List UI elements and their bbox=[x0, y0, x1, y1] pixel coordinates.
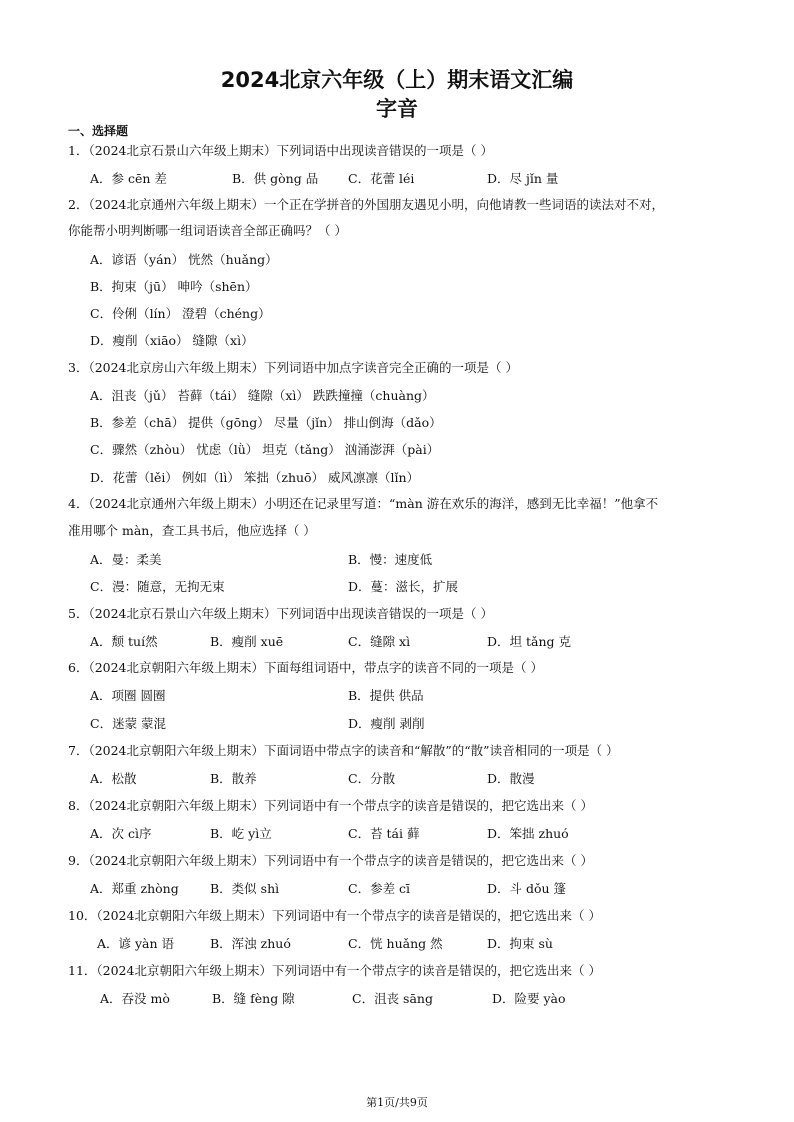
question-7-stem: 7．（2024北京朝阳六年级上期末）下面词语中带点字的读音和“解散”的“散”读音相同的一项是（ ） bbox=[68, 743, 619, 758]
question-9-option: D．斗 dǒu 篷 bbox=[487, 881, 567, 896]
question-4-stem: 准用哪个 màn，查工具书后，他应选择（ ） bbox=[68, 523, 316, 538]
question-11-option: D．险要 yào bbox=[492, 991, 566, 1006]
question-1-option: A．参 cēn 差 bbox=[90, 171, 167, 186]
question-2-option: A．谚语（yán） 恍然（huǎng） bbox=[90, 252, 278, 267]
question-3-option: D．花蕾（lěi） 例如（lì） 笨拙（zhuō） 威风凛凛（lǐn） bbox=[90, 470, 420, 485]
question-2-option: D．瘦削（xiāo） 缝隙（xì） bbox=[90, 333, 254, 348]
question-9-option: B．类似 shì bbox=[210, 881, 280, 896]
question-3-option: A．沮丧（jǔ） 苔藓（tái） 缝隙（xì） 跌跌撞撞（chuàng） bbox=[90, 388, 435, 403]
question-8-option: D．笨拙 zhuó bbox=[487, 826, 569, 841]
page-subtitle: 字音 bbox=[376, 97, 418, 121]
question-4-stem: 4．（2024北京通州六年级上期末）小明还在记录里写道：“màn 游在欢乐的海洋，感到无比幸福！”他拿不 bbox=[68, 496, 659, 511]
question-4-option: B．慢：速度低 bbox=[348, 552, 433, 567]
question-4-option: A．曼：柔美 bbox=[90, 552, 162, 567]
question-6-option: D．瘦削 剥削 bbox=[348, 716, 425, 731]
question-6-stem: 6．（2024北京朝阳六年级上期末）下面每组词语中，带点字的读音不同的一项是（ ） bbox=[68, 660, 543, 675]
question-8-option: C．苔 tái 藓 bbox=[348, 826, 420, 841]
question-7-option: B．散养 bbox=[210, 771, 257, 786]
question-5-option: A．颓 tuí然 bbox=[90, 634, 158, 649]
question-1-option: D．尽 jǐn 量 bbox=[487, 171, 559, 186]
question-6-option: A．项圈 圆圈 bbox=[90, 688, 166, 703]
section-heading: 一、选择题 bbox=[68, 124, 129, 138]
question-2-option: B．拘束（jū） 呻吟（shēn） bbox=[90, 279, 258, 294]
question-4-option: D．蔓：滋长，扩展 bbox=[348, 579, 459, 594]
question-6-option: B．提供 供品 bbox=[348, 688, 424, 703]
question-10-option: A．谚 yàn 语 bbox=[97, 936, 175, 951]
question-3-option: C．骤然（zhòu） 忧虑（lǜ） 坦克（tǎng） 汹涌澎湃（pài） bbox=[90, 442, 440, 457]
question-5-option: C．缝隙 xì bbox=[348, 634, 411, 649]
question-5-option: D．坦 tǎng 克 bbox=[487, 634, 571, 649]
question-2-stem: 你能帮小明判断哪一组词语读音全部正确吗？（ ） bbox=[68, 223, 347, 238]
question-2-stem: 2．（2024北京通州六年级上期末）一个正在学拼音的外国朋友遇见小明，向他请教一些词语的读法对不对， bbox=[68, 197, 665, 212]
question-5-stem: 5．（2024北京石景山六年级上期末）下列词语中出现读音错误的一项是（ ） bbox=[68, 606, 493, 621]
question-1-option: C．花蕾 léi bbox=[348, 171, 415, 186]
question-10-stem: 10．（2024北京朝阳六年级上期末）下列词语中有一个带点字的读音是错误的，把它选出来（ ） bbox=[68, 908, 601, 923]
question-7-option: A．松散 bbox=[90, 771, 137, 786]
question-7-option: D．散漫 bbox=[487, 771, 535, 786]
question-4-option: C．漫：随意，无拘无束 bbox=[90, 579, 225, 594]
question-11-option: A．吞没 mò bbox=[100, 991, 170, 1006]
question-11-option: C．沮丧 sāng bbox=[352, 991, 433, 1006]
page-footer: 第1页/共9页 bbox=[366, 1096, 428, 1109]
question-8-stem: 8．（2024北京朝阳六年级上期末）下列词语中有一个带点字的读音是错误的，把它选出来（ ） bbox=[68, 798, 593, 813]
page-title: 2024北京六年级（上）期末语文汇编 bbox=[220, 68, 574, 92]
question-9-option: A．郑重 zhòng bbox=[90, 881, 179, 896]
question-3-option: B．参差（chā） 提供（gōng） 尽量（jǐn） 排山倒海（dǎo） bbox=[90, 415, 442, 430]
question-1-option: B．供 gòng 品 bbox=[232, 171, 319, 186]
question-11-option: B．缝 fèng 隙 bbox=[212, 991, 295, 1006]
question-3-stem: 3．（2024北京房山六年级上期末）下列词语中加点字读音完全正确的一项是（ ） bbox=[68, 360, 518, 375]
question-8-option: A．次 cì序 bbox=[90, 826, 152, 841]
question-1-stem: 1．（2024北京石景山六年级上期末）下列词语中出现读音错误的一项是（ ） bbox=[68, 143, 493, 158]
question-5-option: B．瘦削 xuē bbox=[210, 634, 284, 649]
question-2-option: C．伶俐（lín） 澄碧（chéng） bbox=[90, 306, 271, 321]
question-10-option: D．拘束 sù bbox=[487, 936, 553, 951]
question-7-option: C．分散 bbox=[348, 771, 396, 786]
question-6-option: C．迷蒙 蒙混 bbox=[90, 716, 167, 731]
question-11-stem: 11．（2024北京朝阳六年级上期末）下列词语中有一个带点字的读音是错误的，把它选出来（ ） bbox=[68, 963, 601, 978]
question-10-option: C．恍 huǎng 然 bbox=[348, 936, 443, 951]
question-9-option: C．参差 cī bbox=[348, 881, 411, 896]
question-9-stem: 9．（2024北京朝阳六年级上期末）下列词语中有一个带点字的读音是错误的，把它选出来（ ） bbox=[68, 853, 593, 868]
question-10-option: B．浑浊 zhuó bbox=[210, 936, 291, 951]
question-8-option: B．屹 yì立 bbox=[210, 826, 272, 841]
